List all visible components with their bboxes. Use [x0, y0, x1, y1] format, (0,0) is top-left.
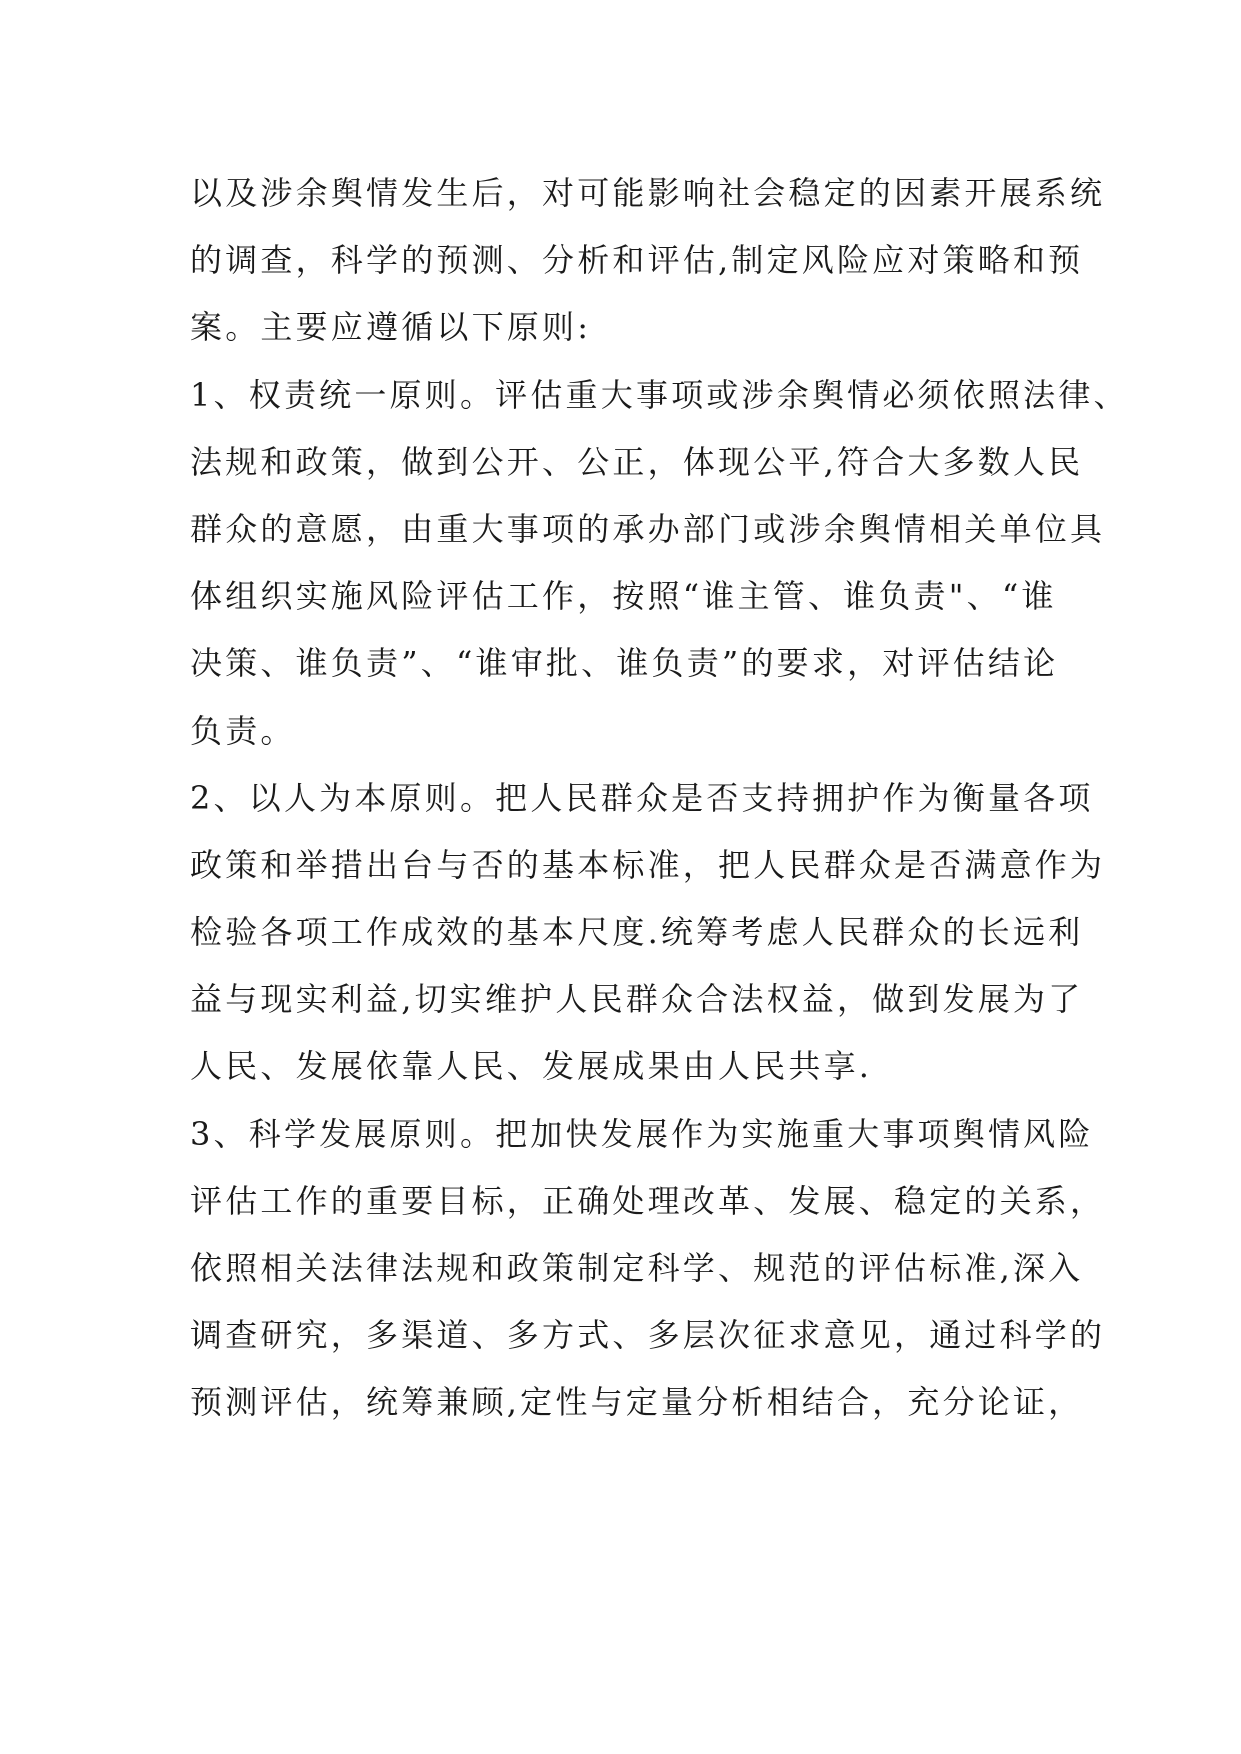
document-body: [190, 160, 1129, 1437]
text-line: 益与现实利益,切实维护人民群众合法权益，做到发展为了: [190, 980, 1084, 1019]
text-line: 预测评估，统筹兼顾,定性与定量分析相结合，充分论证，: [190, 1383, 1084, 1422]
text-line: 以及涉余舆情发生后，对可能影响社会稳定的因素开展系统: [190, 174, 1106, 212]
text-line: 法规和政策，做到公开、公正，体现公平,符合大多数人民: [190, 442, 1084, 481]
text-line: 评估工作的重要目标，正确处理改革、发展、稳定的关系，: [190, 1181, 1106, 1220]
principle-3-line: 3、科学发展原则。把加快发展作为实施重大事项舆情风险: [190, 1114, 1094, 1153]
text-line: 案。主要应遵循以下原则:: [190, 308, 592, 347]
text-line: 体组织实施风险评估工作，按照“谁主管、谁负责"、“谁: [190, 577, 1057, 616]
text-line: 群众的意愿，由重大事项的承办部门或涉余舆情相关单位具: [190, 509, 1106, 548]
text-line: 决策、谁负责”、“谁审批、谁负责”的要求，对评估结论: [190, 644, 1059, 683]
text-line: 检验各项工作成效的基本尺度.统筹考虑人民群众的长远利: [190, 913, 1084, 952]
text-line: 人民、发展依靠人民、发展成果由人民共享.: [190, 1047, 873, 1086]
text-line: 调查研究，多渠道、多方式、多层次征求意见，通过科学的: [190, 1316, 1106, 1355]
text-line: 负责。: [190, 711, 296, 750]
text-line: 政策和举措出台与否的基本标准，把人民群众是否满意作为: [190, 845, 1106, 884]
text-line: 依照相关法律法规和政策制定科学、规范的评估标准,深入: [190, 1249, 1084, 1287]
text-line: 的调查，科学的预测、分析和评估,制定风险应对策略和预: [190, 241, 1084, 280]
principle-1-line: 1、权责统一原则。评估重大事项或涉余舆情必须依照法律、: [190, 375, 1129, 414]
principle-2-line: 2、以人为本原则。把人民群众是否支持拥护作为衡量各项: [190, 778, 1094, 817]
